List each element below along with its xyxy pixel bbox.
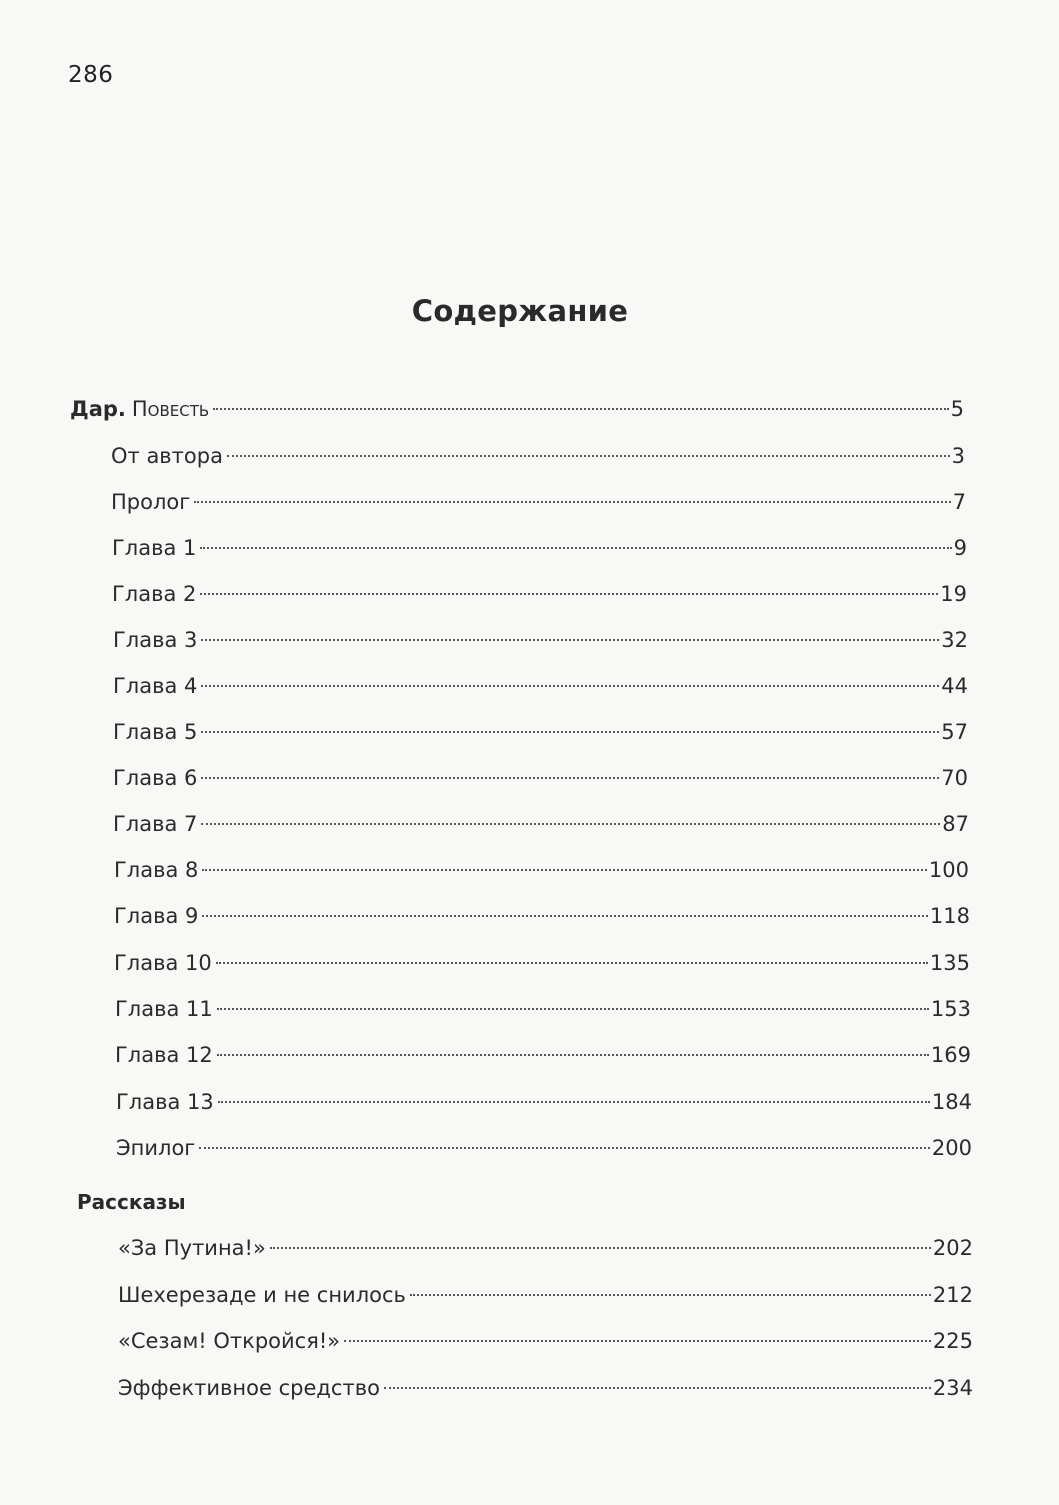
toc-entry[interactable] bbox=[112, 533, 967, 563]
toc-entry-label: Глава 4 bbox=[113, 674, 198, 698]
toc-page-number: 153 bbox=[930, 997, 971, 1021]
toc-entry-label: Глава 1 bbox=[112, 536, 197, 560]
toc-entry-label: Глава 7 bbox=[113, 812, 198, 836]
dot-leader bbox=[227, 455, 950, 457]
dot-leader bbox=[201, 685, 939, 687]
toc-part-title bbox=[70, 394, 209, 424]
dot-leader bbox=[384, 1387, 931, 1389]
toc-entry-label: «За Путина!» bbox=[118, 1236, 266, 1260]
toc-entry-label: Эффективное средство bbox=[118, 1376, 380, 1400]
toc-entry-label: Шехерезаде и не снилось bbox=[118, 1283, 406, 1307]
toc-part-title-rest: Повесть bbox=[131, 397, 210, 421]
toc-entry[interactable] bbox=[111, 487, 966, 517]
dot-leader bbox=[202, 869, 927, 871]
dot-leader bbox=[270, 1247, 931, 1249]
toc-page-number: 87 bbox=[942, 812, 969, 836]
toc-entry-label: Глава 5 bbox=[113, 720, 198, 744]
toc-page-number: 9 bbox=[953, 536, 967, 560]
dot-leader bbox=[201, 777, 939, 779]
toc-page-number: 32 bbox=[941, 628, 968, 652]
toc-entry[interactable] bbox=[116, 1133, 972, 1163]
toc-entry[interactable] bbox=[114, 901, 970, 931]
dot-leader bbox=[216, 962, 928, 964]
toc-entry[interactable] bbox=[118, 1326, 973, 1356]
toc-page-number: 234 bbox=[932, 1376, 973, 1400]
toc-page-number: 135 bbox=[929, 951, 970, 975]
toc-entry[interactable] bbox=[114, 855, 969, 885]
dot-leader bbox=[218, 1101, 930, 1103]
toc-page-number: 70 bbox=[941, 766, 968, 790]
toc-entry[interactable] bbox=[118, 1373, 973, 1403]
toc-page-number: 118 bbox=[929, 904, 970, 928]
toc-entry-label: Эпилог bbox=[116, 1136, 196, 1160]
toc-title: Содержание bbox=[411, 294, 629, 328]
toc-entry-label: Глава 10 bbox=[114, 951, 212, 975]
toc-page-number: 202 bbox=[932, 1236, 973, 1260]
toc-entry-label: Глава 9 bbox=[114, 904, 199, 928]
toc-entry[interactable] bbox=[111, 441, 965, 471]
toc-entry-label: Глава 11 bbox=[115, 997, 213, 1021]
toc-entry-label: От автора bbox=[111, 444, 223, 468]
dot-leader bbox=[200, 593, 938, 595]
toc-entry-label: Глава 6 bbox=[113, 766, 198, 790]
toc-page-number: 200 bbox=[931, 1136, 972, 1160]
toc-entry-label: Пролог bbox=[111, 490, 191, 514]
toc-entry[interactable] bbox=[115, 994, 971, 1024]
dot-leader bbox=[201, 823, 940, 825]
toc-section-heading[interactable]: Рассказы bbox=[77, 1190, 186, 1214]
dot-leader bbox=[217, 1008, 929, 1010]
toc-entry[interactable] bbox=[113, 625, 968, 655]
toc-entry-label: Глава 8 bbox=[114, 858, 199, 882]
toc-entry[interactable] bbox=[113, 809, 969, 839]
dot-leader bbox=[213, 408, 948, 410]
toc-entry[interactable] bbox=[114, 948, 970, 978]
toc-page-number: 19 bbox=[940, 582, 967, 606]
toc-entry-label: «Сезам! Откройся!» bbox=[118, 1329, 341, 1353]
toc-entry-label: Глава 2 bbox=[112, 582, 197, 606]
toc-entry[interactable] bbox=[116, 1087, 972, 1117]
toc-page-number: 184 bbox=[931, 1090, 972, 1114]
toc-entry-label: Глава 12 bbox=[115, 1043, 213, 1067]
toc-page-number: 212 bbox=[932, 1283, 973, 1307]
toc-page-number: 7 bbox=[952, 490, 966, 514]
dot-leader bbox=[194, 501, 950, 503]
dot-leader bbox=[344, 1340, 931, 1342]
toc-entry[interactable] bbox=[113, 717, 968, 747]
toc-page-number: 44 bbox=[941, 674, 968, 698]
toc-entry[interactable] bbox=[118, 1233, 973, 1263]
dot-leader bbox=[199, 1147, 930, 1149]
dot-leader bbox=[201, 639, 939, 641]
dot-leader bbox=[217, 1054, 929, 1056]
dot-leader bbox=[202, 915, 928, 917]
toc-page-number: 5 bbox=[950, 397, 964, 421]
toc-page-number: 3 bbox=[951, 444, 965, 468]
toc-entry-label: Глава 3 bbox=[113, 628, 198, 652]
toc-entry[interactable] bbox=[113, 763, 968, 793]
toc-entry[interactable] bbox=[118, 1280, 973, 1310]
toc-page-number: 169 bbox=[930, 1043, 971, 1067]
toc-page-number: 57 bbox=[941, 720, 968, 744]
toc-entry[interactable] bbox=[112, 579, 967, 609]
toc-part-title-bold: Дар. bbox=[70, 397, 126, 421]
toc-page-number: 100 bbox=[928, 858, 969, 882]
dot-leader bbox=[201, 731, 939, 733]
toc-part-heading[interactable] bbox=[70, 394, 964, 424]
dot-leader bbox=[410, 1294, 931, 1296]
toc-entry[interactable] bbox=[115, 1040, 971, 1070]
toc-entry-label: Глава 13 bbox=[116, 1090, 214, 1114]
page-number: 286 bbox=[68, 62, 114, 88]
toc-entry[interactable] bbox=[113, 671, 968, 701]
toc-page-number: 225 bbox=[932, 1329, 973, 1353]
dot-leader bbox=[200, 547, 951, 549]
